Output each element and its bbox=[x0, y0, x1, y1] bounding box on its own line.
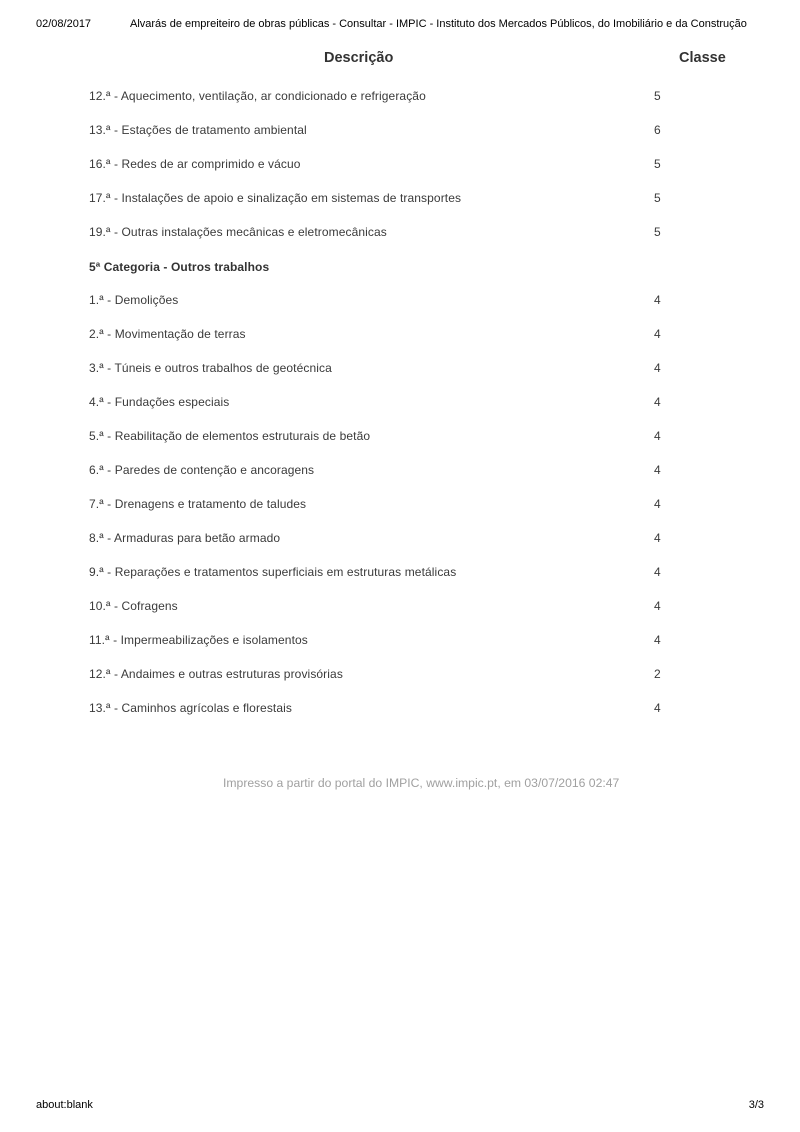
table-row bbox=[0, 154, 800, 188]
table-row bbox=[0, 698, 800, 732]
row-class: 4 bbox=[654, 361, 661, 375]
print-document-title: Alvarás de empreiteiro de obras públicas - Consultar - IMPIC - Instituto dos Mercados Públicos, do Imobiliário e da Construção bbox=[130, 18, 747, 30]
table-row bbox=[0, 426, 800, 460]
table-row bbox=[0, 562, 800, 596]
row-class: 5 bbox=[654, 191, 661, 205]
table-row bbox=[0, 324, 800, 358]
table-row bbox=[0, 460, 800, 494]
page-number: 3/3 bbox=[748, 1099, 764, 1111]
table-row bbox=[0, 596, 800, 630]
row-description: 7.ª - Drenagens e tratamento de taludes bbox=[89, 497, 307, 511]
row-class: 4 bbox=[654, 429, 661, 443]
print-header bbox=[0, 18, 800, 34]
row-description: 3.ª - Túneis e outros trabalhos de geotécnica bbox=[89, 361, 332, 375]
row-description: 17.ª - Instalações de apoio e sinalização em sistemas de transportes bbox=[89, 191, 462, 205]
row-description: 5.ª - Reabilitação de elementos estruturais de betão bbox=[89, 429, 371, 443]
row-class: 4 bbox=[654, 293, 661, 307]
row-description: 6.ª - Paredes de contenção e ancoragens bbox=[89, 463, 315, 477]
row-description: 12.ª - Andaimes e outras estruturas provisórias bbox=[89, 667, 343, 681]
row-class: 4 bbox=[654, 565, 661, 579]
row-class: 2 bbox=[654, 667, 661, 681]
table-row bbox=[0, 120, 800, 154]
print-footer bbox=[0, 1099, 800, 1115]
row-description: 9.ª - Reparações e tratamentos superficiais em estruturas metálicas bbox=[89, 565, 457, 579]
table-row bbox=[0, 86, 800, 120]
category-heading bbox=[0, 256, 800, 290]
row-description: 16.ª - Redes de ar comprimido e vácuo bbox=[89, 157, 301, 171]
print-url: about:blank bbox=[36, 1099, 93, 1111]
row-class: 4 bbox=[654, 497, 661, 511]
row-description: 11.ª - Impermeabilizações e isolamentos bbox=[89, 633, 308, 647]
row-description: 4.ª - Fundações especiais bbox=[89, 395, 230, 409]
row-class: 5 bbox=[654, 157, 661, 171]
table-row bbox=[0, 664, 800, 698]
row-class: 5 bbox=[654, 89, 661, 103]
row-class: 6 bbox=[654, 123, 661, 137]
row-class: 4 bbox=[654, 395, 661, 409]
print-date: 02/08/2017 bbox=[36, 18, 92, 30]
column-header-class: Classe bbox=[679, 50, 726, 66]
table-row bbox=[0, 630, 800, 664]
table-row bbox=[0, 392, 800, 426]
row-class: 4 bbox=[654, 463, 661, 477]
table-row bbox=[0, 188, 800, 222]
row-description: 19.ª - Outras instalações mecânicas e eletromecânicas bbox=[89, 225, 387, 239]
table-row bbox=[0, 290, 800, 324]
row-description: 12.ª - Aquecimento, ventilação, ar condicionado e refrigeração bbox=[89, 89, 426, 103]
table-row bbox=[0, 494, 800, 528]
printed-from-note: Impresso a partir do portal do IMPIC, www.impic.pt, em 03/07/2016 02:47 bbox=[223, 776, 620, 790]
license-table bbox=[0, 86, 800, 732]
row-description: 1.ª - Demolições bbox=[89, 293, 179, 307]
row-class: 4 bbox=[654, 701, 661, 715]
row-description: 2.ª - Movimentação de terras bbox=[89, 327, 246, 341]
table-row bbox=[0, 528, 800, 562]
column-header-description: Descrição bbox=[324, 50, 394, 66]
row-class: 4 bbox=[654, 599, 661, 613]
row-class: 4 bbox=[654, 531, 661, 545]
table-row bbox=[0, 222, 800, 256]
row-class: 4 bbox=[654, 633, 661, 647]
row-description: 13.ª - Estações de tratamento ambiental bbox=[89, 123, 307, 137]
row-description: 10.ª - Cofragens bbox=[89, 599, 178, 613]
row-description: 8.ª - Armaduras para betão armado bbox=[89, 531, 281, 545]
table-row bbox=[0, 358, 800, 392]
row-class: 5 bbox=[654, 225, 661, 239]
row-class: 4 bbox=[654, 327, 661, 341]
row-description: 13.ª - Caminhos agrícolas e florestais bbox=[89, 701, 292, 715]
category-title: 5ª Categoria - Outros trabalhos bbox=[89, 260, 270, 274]
